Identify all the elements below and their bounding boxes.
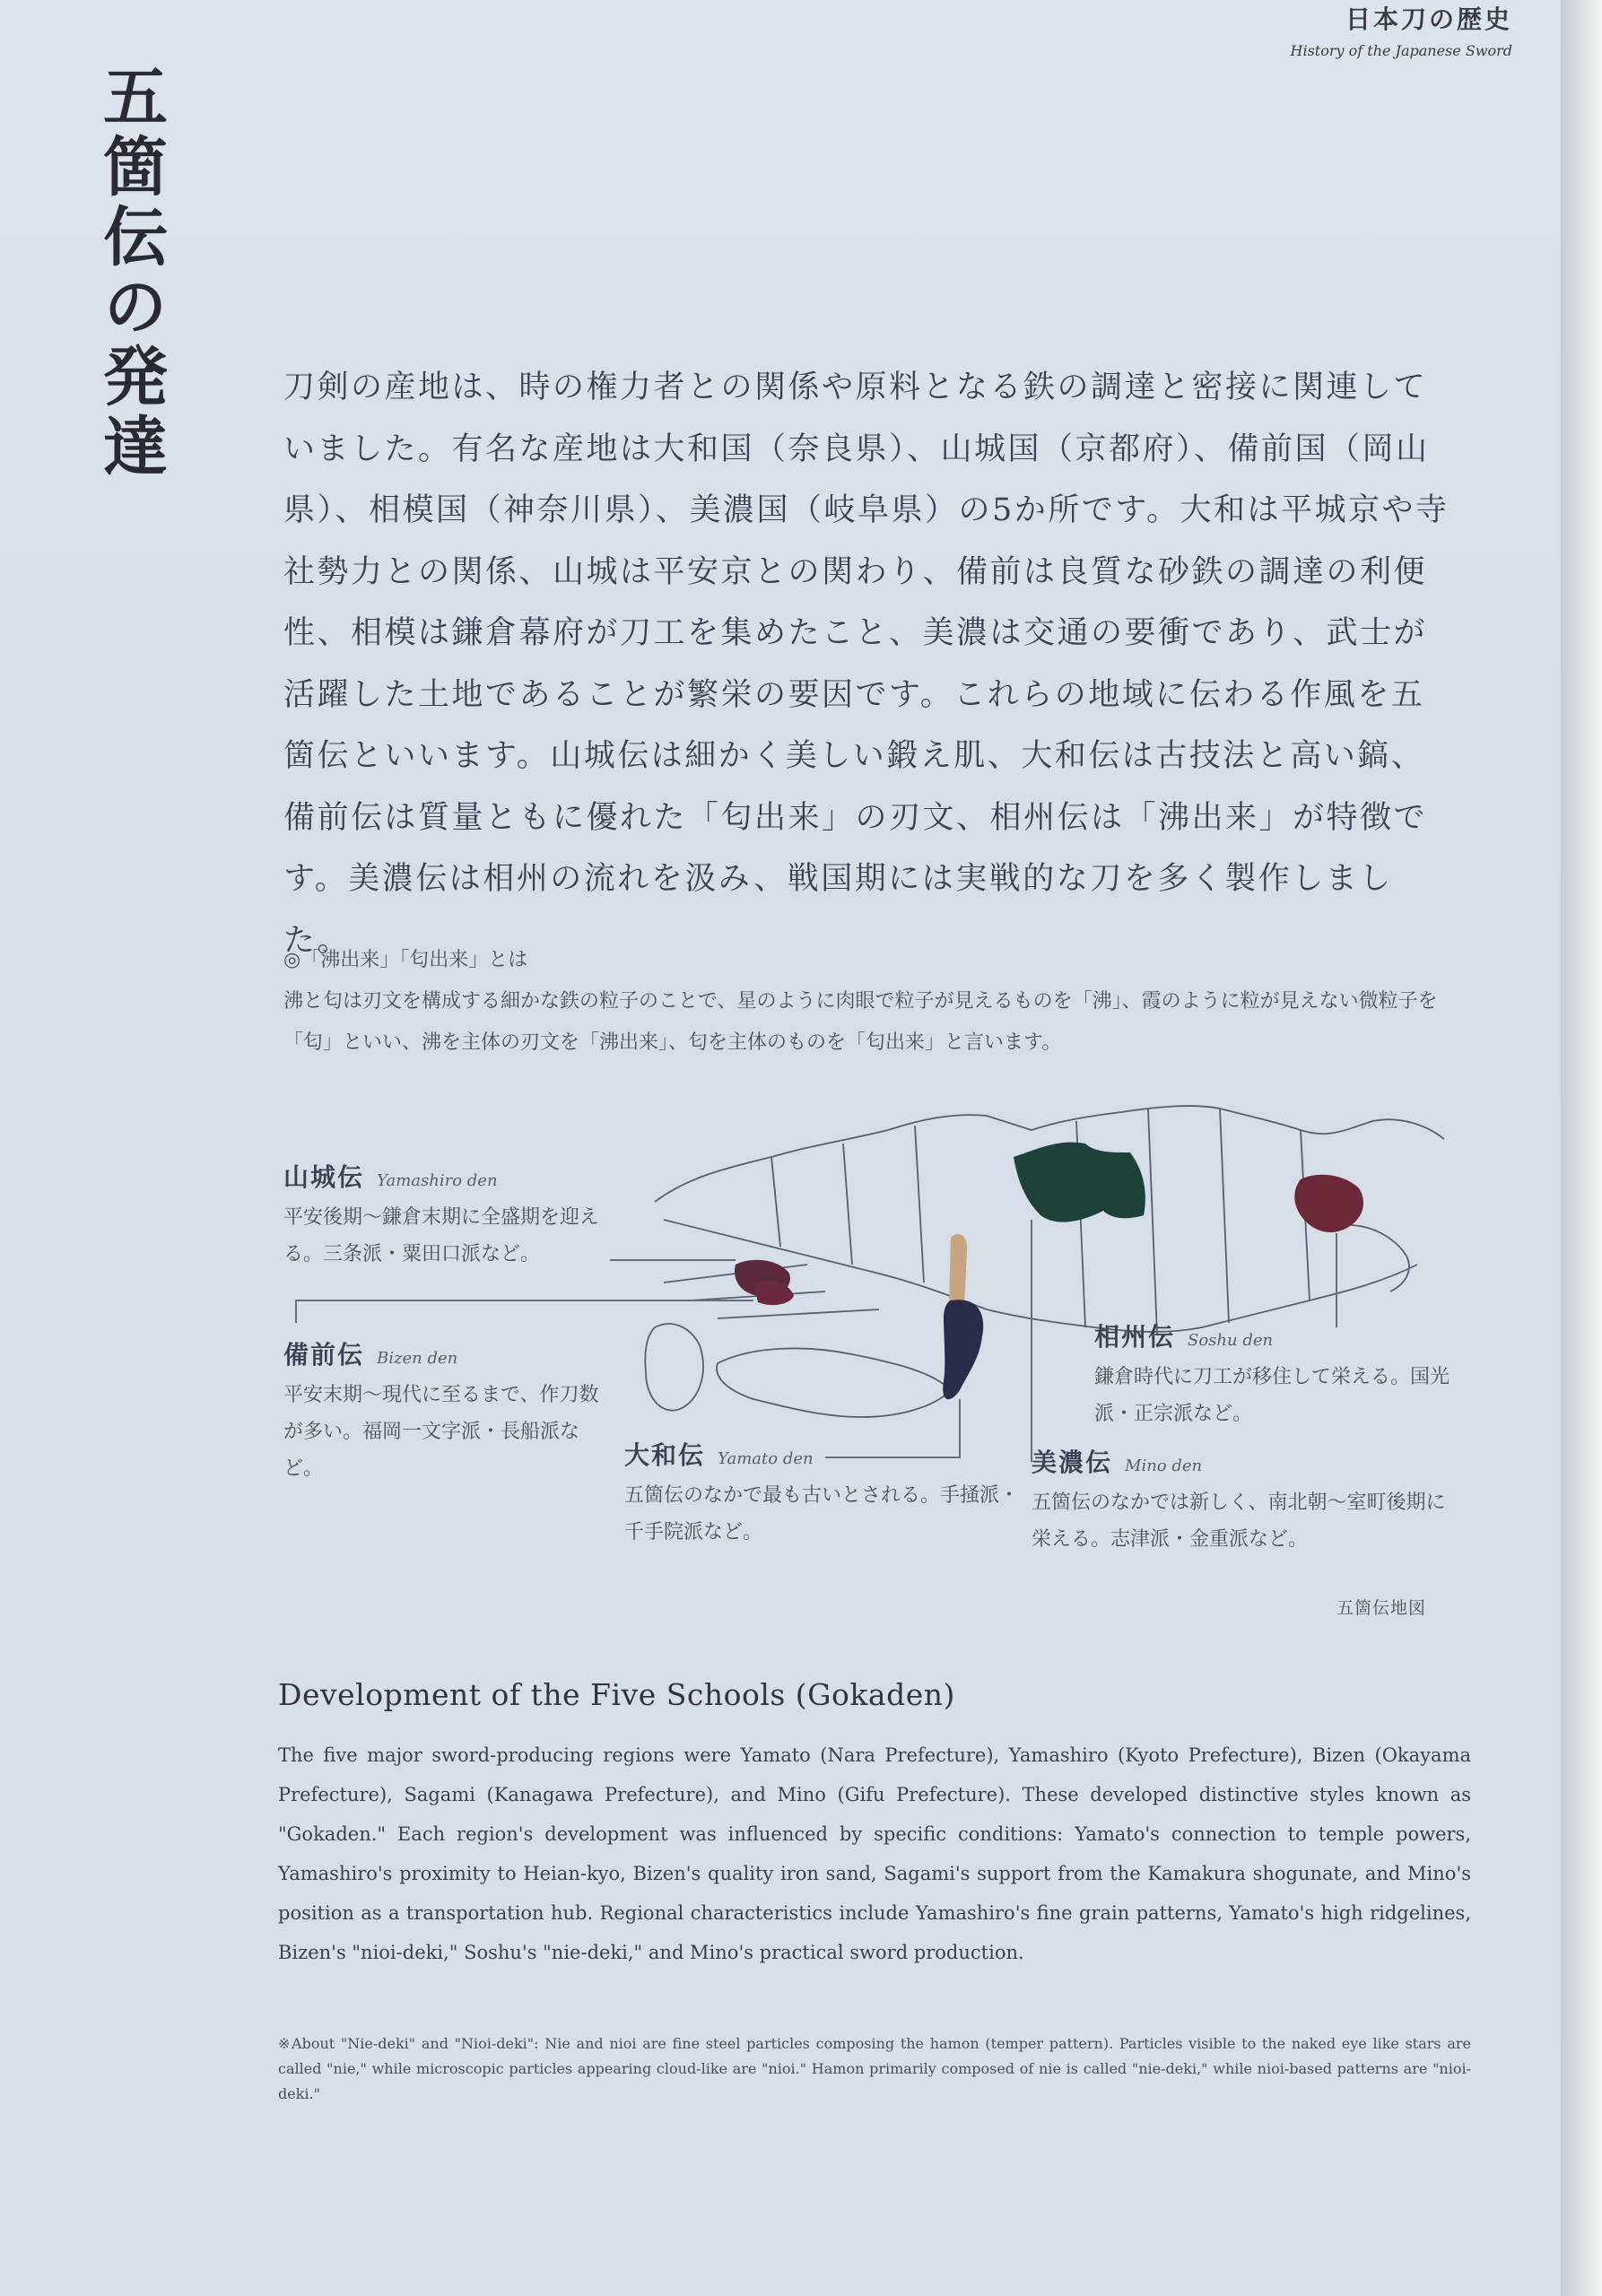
english-body-text: The five major sword-producing regions were Yamato (Nara Prefecture), Yamashiro (Kyoto Prefecture), Bizen (Okayama Prefecture), Sagami (Kanagawa Prefecture), and Mino (Gifu Prefecture). These developed distinctive styles known as "Gokaden." Each region's development was influenced by specific conditions: Yamato's connection to temple powers, Yamashiro's proximity to Heian-kyo, Bizen's quality iron sand, Sagami's support from the Kamakura shogunate, and Mino's position as a transportation hub. Regional characteristics include Yamashiro's fine grain patterns, Yamato's high ridgelines, Bizen's "nioi-deki," Soshu's "nie-deki," and Mino's practical sword production. (278, 1744, 1471, 1963)
shikoku-outline (717, 1348, 951, 1417)
school-yamato (624, 1437, 1028, 1551)
kanto-outline (1328, 1225, 1409, 1292)
corner-title-en: History of the Japanese Sword (1290, 42, 1512, 59)
school-desc: 平安後期〜鎌倉末期に全盛期を迎える。三条派・粟田口派など。 (283, 1206, 600, 1265)
school-name: 相州伝 (1094, 1322, 1176, 1352)
school-roman: Soshu den (1188, 1331, 1274, 1350)
school-desc: 五箇伝のなかで最も古いとされる。手掻派・千手院派など。 (624, 1484, 1020, 1544)
corner-title-jp: 日本刀の歴史 (1345, 4, 1512, 34)
school-name: 美濃伝 (1032, 1448, 1113, 1477)
school-desc: 五箇伝のなかでは新しく、南北朝〜室町後期に栄える。志津派・金重派など。 (1032, 1492, 1446, 1551)
japanese-note (283, 940, 1450, 1064)
leader-bizen (296, 1300, 753, 1323)
school-bizen (283, 1336, 606, 1487)
note-heading: ◎「沸出来」「匂出来」とは (283, 949, 528, 971)
note-body: 沸と匂は刃文を構成する細かな鉄の粒子のことで、星のように肉眼で粒子が見えるものを「沸」、霞のように粒が見えない微粒子を「匂」といい、沸を主体の刃文を「沸出来」、匂を主体のものを「匂出来」と言います。 (283, 990, 1438, 1054)
vertical-title: 五箇伝の発達 (92, 63, 169, 483)
school-name: 備前伝 (283, 1340, 365, 1370)
school-yamashiro (283, 1159, 624, 1273)
kyushu-outline (645, 1324, 703, 1411)
school-roman: Yamashiro den (377, 1171, 498, 1190)
region-yamato (943, 1300, 983, 1399)
region-mino (1014, 1143, 1145, 1222)
gokaden-map (269, 1103, 1471, 1605)
map-caption: 五箇伝地図 (1336, 1598, 1427, 1618)
english-note: ※About "Nie-deki" and "Nioi-deki": Nie and nioi are fine steel particles composing the hamon (temper pattern). Particles visible to the naked eye like stars are called "nie," while microscopic particles appearing cloud-like are "nioi." Hamon primarily composed of nie is called "nie-deki," while nioi-based patterns are "nioi-deki." (278, 2035, 1471, 2102)
school-roman: Mino den (1125, 1457, 1203, 1475)
school-name: 大和伝 (624, 1440, 706, 1470)
school-roman: Yamato den (718, 1449, 814, 1468)
english-heading: Development of the Five Schools (Gokaden) (278, 1677, 955, 1712)
school-desc: 平安末期〜現代に至るまで、作刀数が多い。福岡一文字派・長船派など。 (283, 1384, 599, 1480)
school-roman: Bizen den (377, 1349, 458, 1368)
panel-edge (1561, 0, 1602, 2296)
school-desc: 鎌倉時代に刀工が移住して栄える。国光派・正宗派など。 (1094, 1366, 1450, 1425)
corner-header (1291, 0, 1513, 61)
school-mino (1032, 1444, 1453, 1558)
school-soshu (1094, 1318, 1453, 1432)
japanese-body-text: 刀剣の産地は、時の権力者との関係や原料となる鉄の調達と密接に関連していました。有名な産地は大和国（奈良県）、山城国（京都府）、備前国（岡山県）、相模国（神奈川県）、美濃国（岐阜県）の5か所です。大和は平城京や寺社勢力との関係、山城は平安京との関わり、備前は良質な砂鉄の調達の利便性、相模は鎌倉幕府が刀工を集めたこと、美濃は交通の要衝であり、武士が活躍した土地であることが繁栄の要因です。これらの地域に伝わる作風を五箇伝といいます。山城伝は細かく美しい鍛え肌、大和伝は古技法と高い鎬、備前伝は質量ともに優れた「匂出来」の刃文、相州伝は「沸出来」が特徴です。美濃伝は相州の流れを汲み、戦国期には実戦的な刀を多く製作しました。 (283, 370, 1450, 959)
school-name: 山城伝 (283, 1162, 365, 1192)
prefecture-lines-1 (771, 1109, 1310, 1335)
